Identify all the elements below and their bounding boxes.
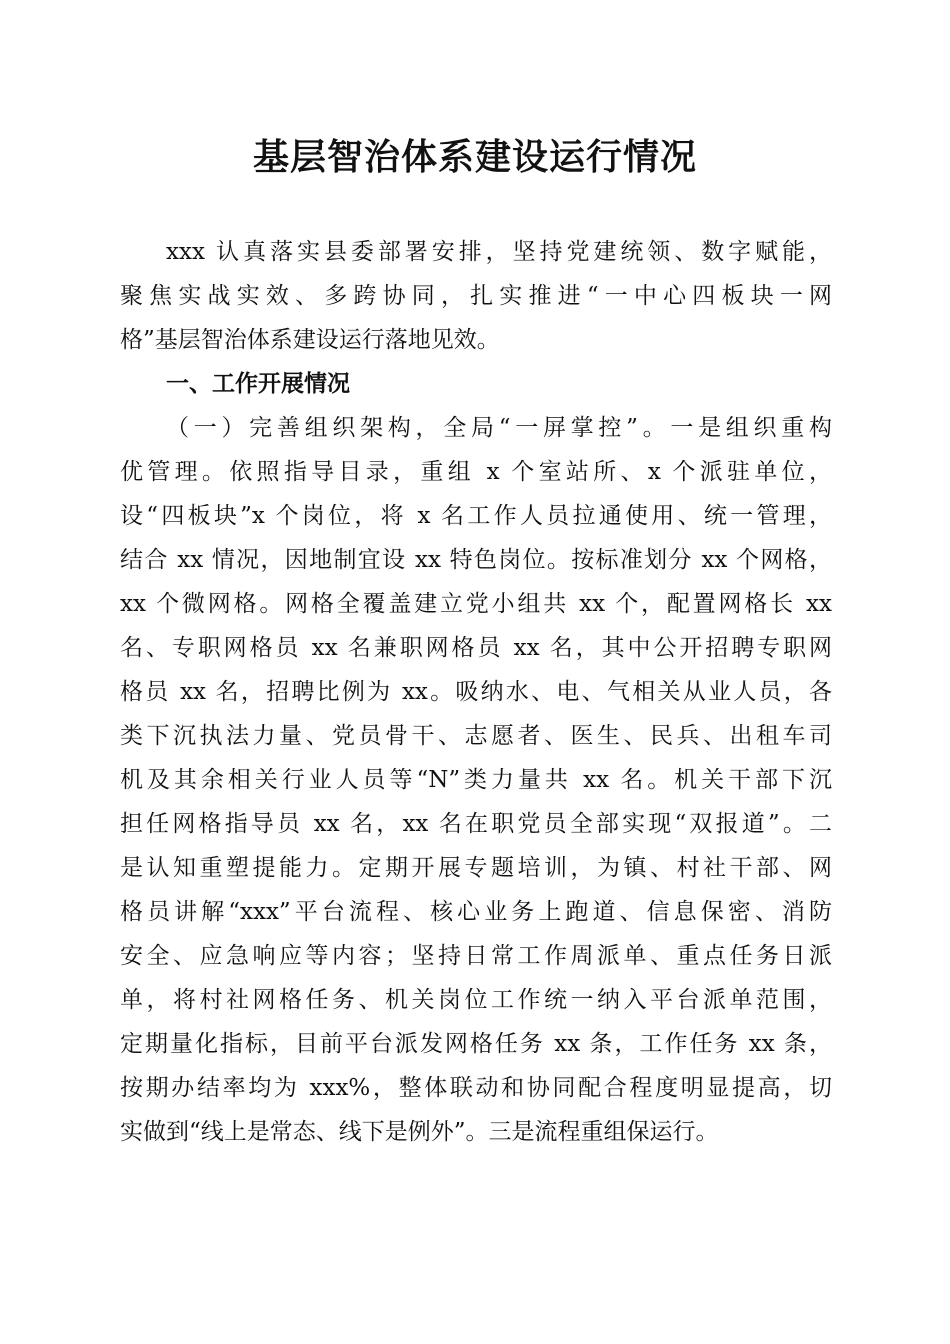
paragraph-line: 结合 xx 情况，因地制宜设 xx 特色岗位。按标准划分 xx 个网格， bbox=[120, 547, 832, 573]
paragraph-line: xx 个微网格。网格全覆盖建立党小组共 xx 个，配置网格长 xx bbox=[120, 591, 832, 617]
document-title: 基层智治体系建设运行情况 bbox=[252, 136, 697, 178]
paragraph-line: 格员讲解“xxx”平台流程、核心业务上跑道、信息保密、消防 bbox=[120, 899, 832, 925]
paragraph-line: xxx 认真落实县委部署安排，坚持党建统领、数字赋能， bbox=[166, 239, 832, 265]
paragraph-line: 设“四板块”x 个岗位，将 x 名工作人员拉通使用、统一管理， bbox=[120, 503, 832, 529]
paragraph-line: 聚焦实战实效、多跨协同，扎实推进“一中心四板块一网 bbox=[120, 283, 832, 309]
section-heading: 一、工作开展情况 bbox=[166, 371, 350, 397]
document-body bbox=[120, 230, 832, 1154]
paragraph-line: 单，将村社网格任务、机关岗位工作统一纳入平台派单范围， bbox=[120, 987, 832, 1013]
paragraph-line: 格员 xx 名，招聘比例为 xx。吸纳水、电、气相关从业人员，各 bbox=[120, 679, 832, 705]
paragraph-line: 安全、应急响应等内容；坚持日常工作周派单、重点任务日派 bbox=[120, 943, 832, 969]
paragraph-line: 担任网格指导员 xx 名，xx 名在职党员全部实现“双报道”。二 bbox=[120, 811, 832, 837]
paragraph-line: 格”基层智治体系建设运行落地见效。 bbox=[120, 327, 500, 353]
paragraph-line: 机及其余相关行业人员等“N”类力量共 xx 名。机关干部下沉 bbox=[120, 767, 832, 793]
paragraph-line: 是认知重塑提能力。定期开展专题培训，为镇、村社干部、网 bbox=[120, 855, 832, 881]
paragraph-line: 定期量化指标，目前平台派发网格任务 xx 条，工作任务 xx 条， bbox=[120, 1031, 832, 1057]
paragraph-line: 按期办结率均为 xxx%，整体联动和协同配合程度明显提高，切 bbox=[120, 1075, 832, 1101]
paragraph-line: 实做到“线上是常态、线下是例外”。三是流程重组保运行。 bbox=[120, 1119, 719, 1145]
paragraph-line: （一）完善组织架构，全局“一屏掌控”。一是组织重构 bbox=[166, 415, 832, 441]
paragraph-line: 优管理。依照指导目录，重组 x 个室站所、x 个派驻单位， bbox=[120, 459, 832, 485]
paragraph-line: 类下沉执法力量、党员骨干、志愿者、医生、民兵、出租车司 bbox=[120, 723, 832, 749]
paragraph-line: 名、专职网格员 xx 名兼职网格员 xx 名，其中公开招聘专职网 bbox=[120, 635, 832, 661]
